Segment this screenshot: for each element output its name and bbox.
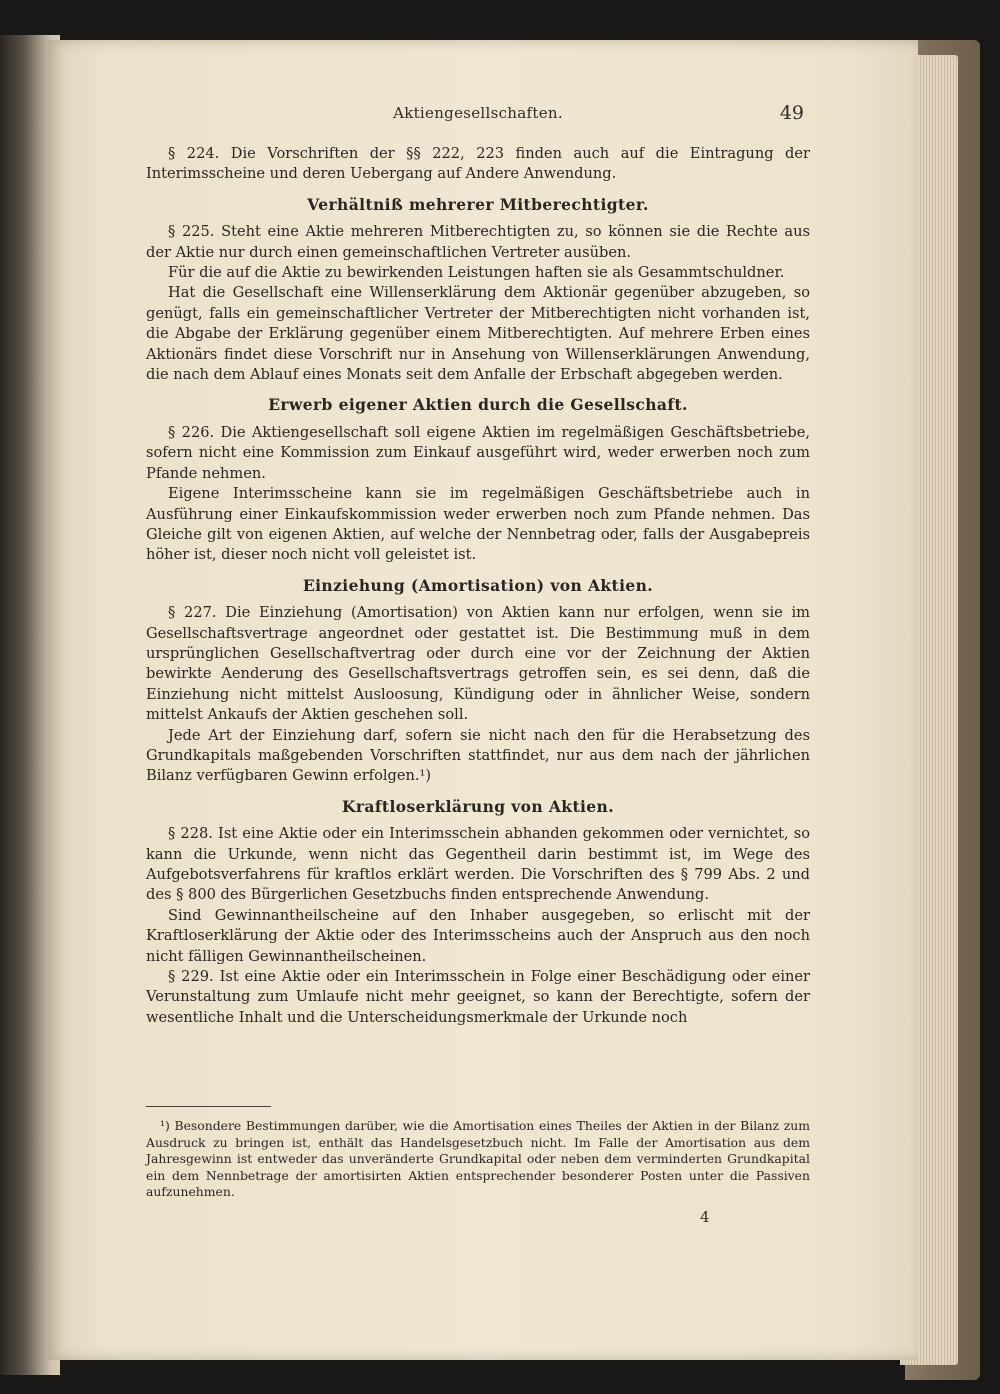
paragraph: Für die auf die Aktie zu bewirkenden Leistungen haften sie als Gesammtschuldner.: [168, 264, 785, 282]
paragraph-225: § 225. Steht eine Aktie mehreren Mitberechtigten zu, so können sie die Rechte aus der Aktie nur durch einen gemeinschaftlichen Vertreter ausüben.: [146, 223, 810, 261]
running-title: Aktiengesellschaften.: [393, 104, 563, 122]
paragraph-229: § 229. Ist eine Aktie oder ein Interimsschein in Folge einer Beschädigung oder einer Verunstaltung zum Umlaufe nicht mehr geeignet, so kann der Berechtigte, sofern der wesentliche Inhalt und die Unterscheidungsmerkmale der Urkunde noch: [146, 968, 810, 1026]
section-heading: Einziehung (Amortisation) von Aktien.: [302, 575, 654, 595]
page-number: 49: [779, 102, 804, 124]
paragraph: Hat die Gesellschaft eine Willenserklärung dem Aktionär gegenüber abzugeben, so genügt, falls ein gemeinschaftlicher Vertreter der Mitberechtigten nicht vorhanden ist, die Abgabe der Erklärung gegenüber einem Mitberechtigten. Auf mehrere Erben eines Aktionärs findet diese Vorschrift nur in Ansehung von Willenserklärungen Anwendung, die nach dem Ablauf eines Monats seit dem Anfalle der Erbschaft abgegeben werden.: [146, 284, 810, 384]
section-heading: Erwerb eigener Aktien durch die Gesellschaft.: [268, 395, 688, 415]
page-body: [146, 144, 810, 1028]
paragraph-227: § 227. Die Einziehung (Amortisation) von Aktien kann nur erfolgen, wenn sie im Gesellschaftsvertrage angeordnet oder gestattet ist. Die Bestimmung muß in dem ursprünglichen Gesellschaftvertrag oder durch eine vor der Zeichnung der Aktien bewirkte Aenderung des Gesellschaftsvertrags getroffen sein, es sei denn, daß die Einziehung nicht mittelst Ausloosung, Kündigung oder in ähnlicher Weise, sondern mittelst Ankaufs der Aktien geschehen soll.: [146, 604, 810, 724]
footnote-rule: [146, 1106, 271, 1107]
signature-mark: 4: [700, 1208, 710, 1226]
paragraph: Sind Gewinnantheilscheine auf den Inhaber ausgegeben, so erlischt mit der Kraftloserklärung der Aktie oder des Interimsscheins auch der Anspruch aus den noch nicht fälligen Gewinnantheilscheinen.: [146, 906, 810, 965]
section-heading: Kraftloserklärung von Aktien.: [341, 796, 615, 816]
section-heading: Verhältniß mehrerer Mitberechtigter.: [307, 194, 649, 214]
paragraph-228: § 228. Ist eine Aktie oder ein Interimsschein abhanden gekommen oder vernichtet, so kann die Urkunde, wenn nicht das Gegentheil darin bestimmt ist, im Wege des Aufgebotsverfahrens für kraftlos erklärt werden. Die Vorschriften des § 799 Abs. 2 und des § 800 des Bürgerlichen Gesetzbuchs finden entsprechende Anwendung.: [146, 825, 810, 904]
paragraph-226: § 226. Die Aktiengesellschaft soll eigene Aktien im regelmäßigen Geschäftsbetriebe, sofern nicht eine Kommission zum Einkauf ausgeführt wird, weder erwerben noch zum Pfande nehmen.: [146, 423, 810, 482]
paragraph: Jede Art der Einziehung darf, sofern sie nicht nach den für die Herabsetzung des Grundkapitals maßgebenden Vorschriften stattfindet, nur aus dem nach der jährlichen Bilanz verfügbaren Gewinn erfolgen.¹): [146, 726, 810, 785]
page-header: [146, 104, 810, 132]
paragraph-224: § 224. Die Vorschriften der §§ 222, 223 finden auch auf die Eintragung der Interimsscheine und deren Uebergang auf Andere Anwendung.: [146, 145, 810, 183]
paragraph: Eigene Interimsscheine kann sie im regelmäßigen Geschäftsbetriebe auch in Ausführung einer Einkaufskommission weder erwerben noch zum Pfande nehmen. Das Gleiche gilt von eigenen Aktien, auf welche der Nennbetrag oder, falls der Ausgabepreis höher ist, dieser noch nicht voll geleistet ist.: [146, 485, 810, 564]
footnote: ¹) Besondere Bestimmungen darüber, wie die Amortisation eines Theiles der Aktien in der Bilanz zum Ausdruck zu bringen ist, enthält das Handelsgesetzbuch nicht. Im Falle der Amortisation aus dem Jahresgewinn ist entweder das unveränderte Grundkapital oder neben dem verminderten Grundkapital ein dem Nennbetrage der amortisirten Aktien entsprechender besonderer Posten unter die Passiven aufzunehmen.: [146, 1118, 810, 1200]
